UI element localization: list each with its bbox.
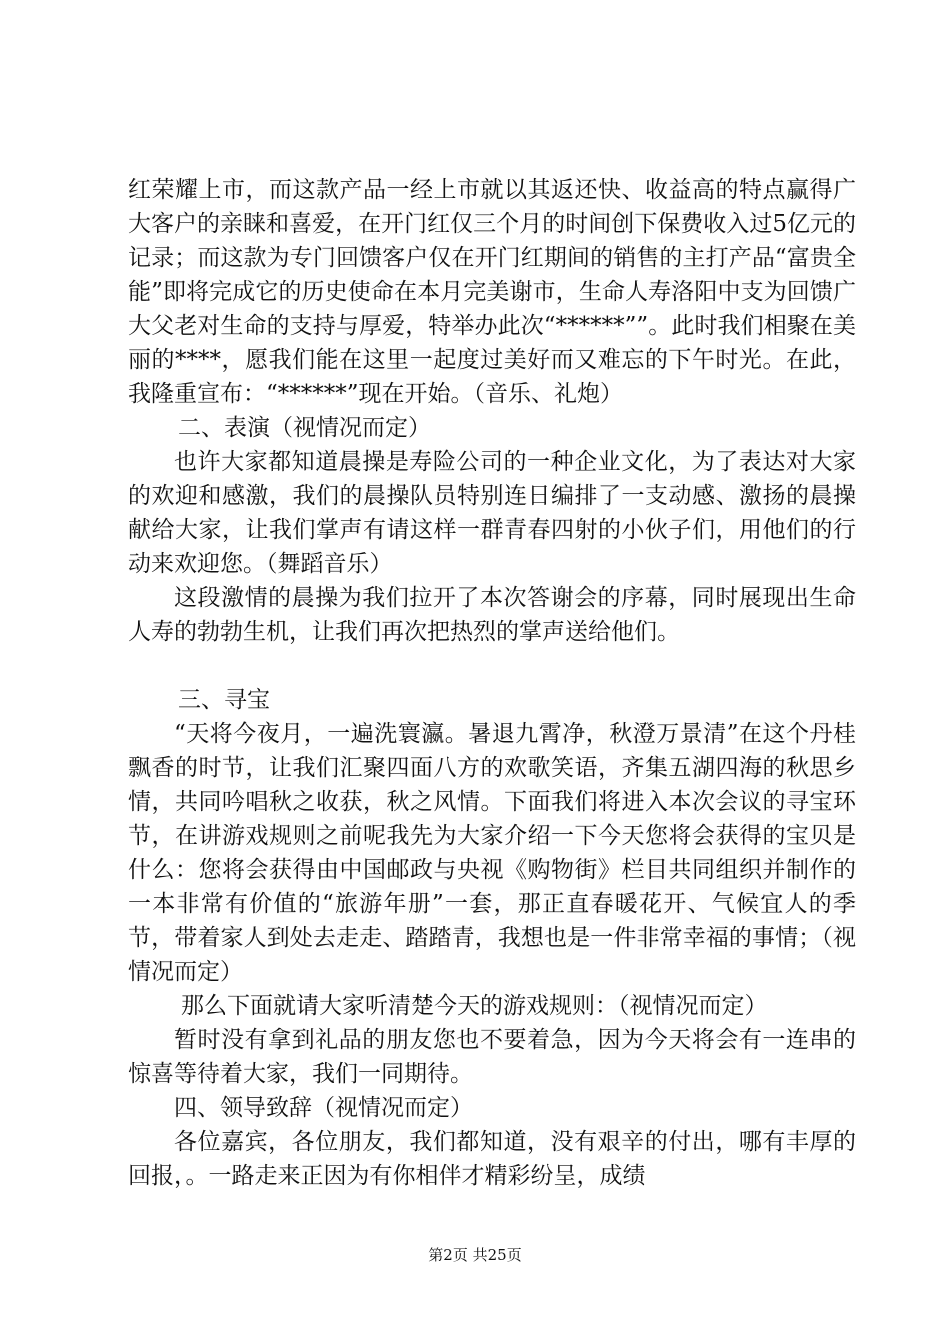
paragraph-morning-exercise: 也许大家都知道晨操是寿险公司的一种企业文化，为了表达对大家的欢迎和感激，我们的晨操队员特别连日编排了一支动感、激扬的晨操献给大家，让我们掌声有请这样一群青春四射的小伙子们，用他们的行动来欢迎您。（舞蹈音乐）	[128, 449, 856, 577]
paragraph-gap	[128, 649, 856, 683]
paragraph-exercise-closing: 这段激情的晨操为我们拉开了本次答谢会的序幕，同时展现出生命人寿的勃勃生机，让我们再次把热烈的掌声送给他们。	[128, 585, 856, 645]
section-heading-performance: 二、表演（视情况而定）	[178, 415, 431, 441]
paragraph-treasure-hunt-intro: “天将今夜月，一遍洗寰瀛。暑退九霄净，秋澄万景清”在这个丹桂飘香的时节，让我们汇聚四面八方的欢歌笑语，齐集五湖四海的秋思乡情，共同吟唱秋之收获，秋之风情。下面我们将进入本次会议的寻宝环节，在讲游戏规则之前呢我先为大家介绍一下今天您将会获得的宝贝是什么：您将会获得由中国邮政与央视《购物街》栏目共同组织并制作的一本非常有价值的“旅游年册”一套，那正直春暖花开、气候宜人的季节，带着家人到处去走走、踏踏青，我想也是一件非常幸福的事情；（视情况而定）	[128, 721, 856, 985]
paragraph-gift-note: 暂时没有拿到礼品的朋友您也不要着急，因为今天将会有一连串的惊喜等待着大家，我们一同期待。	[128, 1027, 856, 1087]
document-body	[128, 173, 856, 1193]
paragraph-opening-continuation: 红荣耀上市，而这款产品一经上市就以其返还快、收益高的特点赢得广大客户的亲睐和喜爱，在开门红仅三个月的时间创下保费收入过5亿元的记录；而这款为专门回馈客户仅在开门红期间的销售的主打产品“富贵全能”即将完成它的历史使命在本月完美谢市，生命人寿洛阳中支为回馈广大父老对生命的支持与厚爱，特举办此次“******””。此时我们相聚在美丽的****，愿我们能在这里一起度过美好而又难忘的下午时光。在此，我隆重宣布：“******”现在开始。（音乐、礼炮）	[128, 177, 856, 407]
section-heading-treasure-hunt: 三、寻宝	[178, 687, 270, 713]
page-number-footer: 第2页 共25页	[428, 1246, 522, 1264]
paragraph-leader-speech: 各位嘉宾，各位朋友，我们都知道，没有艰辛的付出，哪有丰厚的回报，。一路走来正因为有你相伴才精彩纷呈，成绩	[128, 1129, 856, 1189]
paragraph-game-rules: 那么下面就请大家听清楚今天的游戏规则：（视情况而定）	[181, 993, 768, 1019]
section-heading-leader-speech: 四、领导致辞（视情况而定）	[174, 1095, 473, 1121]
